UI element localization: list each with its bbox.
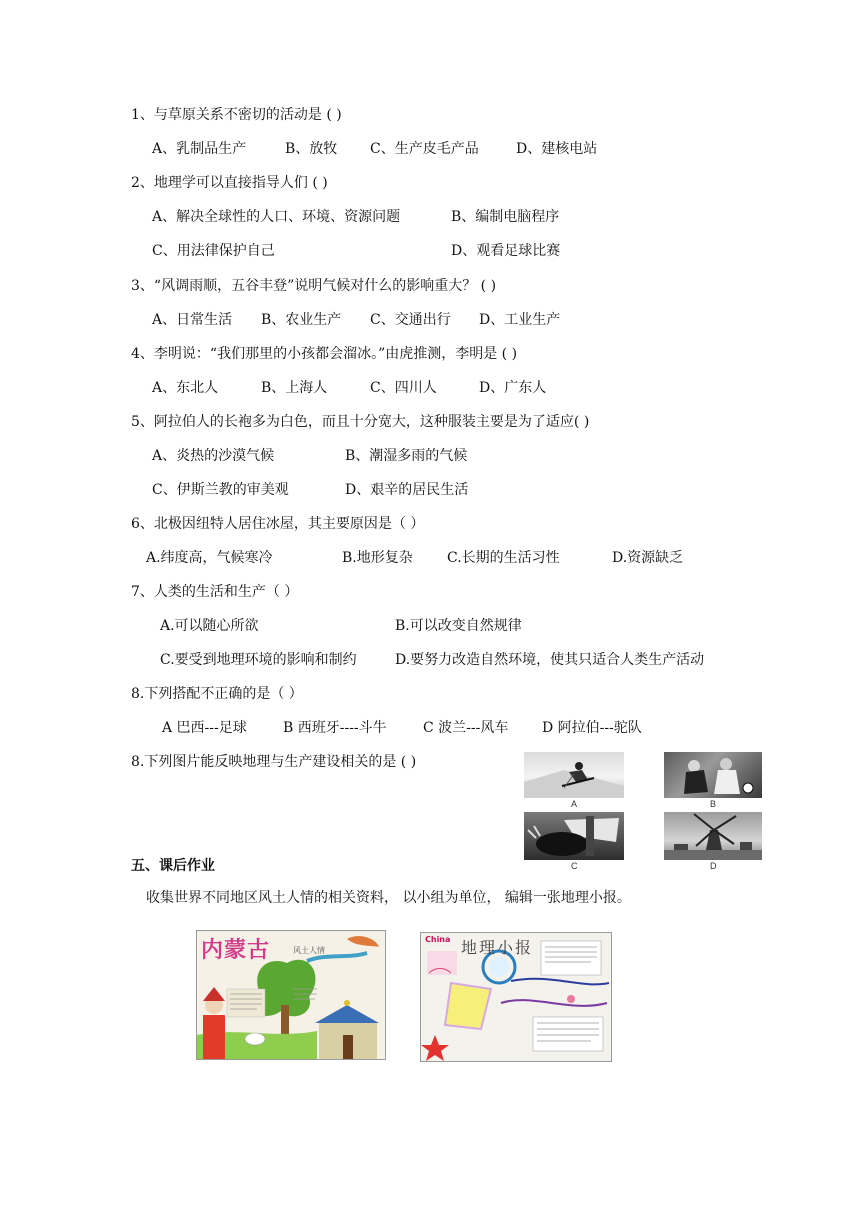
option-a: A、解决全球性的人口、环境、资源问题: [152, 209, 401, 225]
question-stem: 6、北极因纽特人居住冰屋，其主要原因是（ ）: [131, 516, 425, 532]
option-a: A、炎热的沙漠气候: [152, 448, 275, 464]
poster-left-title: 内蒙古: [201, 938, 271, 963]
option-c: C 波兰---风车: [423, 720, 509, 736]
question-stem: 3、“风调雨顺，五谷丰登”说明气候对什么的影响重大？ ( ): [131, 278, 497, 294]
poster-inner-mongolia: [196, 930, 386, 1060]
option-d: D、广东人: [479, 380, 547, 396]
option-a: A 巴西---足球: [162, 720, 247, 736]
option-d: D 阿拉伯---驼队: [542, 720, 642, 736]
option-d: D、建核电站: [516, 141, 598, 157]
option-c: C.要受到地理环境的影响和制约: [160, 652, 357, 668]
option-c: C.长期的生活习性: [447, 550, 560, 566]
poster-left-subtitle: 风土人情: [293, 946, 325, 955]
option-b: B、农业生产: [261, 312, 342, 328]
option-d: D.资源缺乏: [612, 550, 684, 566]
option-c: C、生产皮毛产品: [370, 141, 479, 157]
bull-icon: [524, 812, 624, 860]
option-a: A.可以随心所欲: [160, 618, 259, 634]
option-a: A、乳制品生产: [152, 141, 247, 157]
option-a: A.纬度高，气候寒冷: [146, 550, 273, 566]
question-stem: 1、与草原关系不密切的活动是 ( ): [131, 107, 342, 123]
option-d: D、观看足球比赛: [451, 243, 561, 259]
question-stem: 5、阿拉伯人的长袍多为白色，而且十分宽大，这种服装主要是为了适应( ): [131, 414, 590, 430]
question-stem: 8.下列搭配不正确的是（ ）: [131, 686, 303, 702]
option-b: B 西班牙----斗牛: [283, 720, 387, 736]
photo-d-windmill: [664, 812, 762, 860]
photo-a-skiing: [524, 752, 624, 798]
question-stem: 8.下列图片能反映地理与生产建设相关的是 ( ): [131, 754, 417, 770]
option-c: C、用法律保护自己: [152, 243, 275, 259]
homework-text: 收集世界不同地区风土人情的相关资料， 以小组为单位， 编辑一张地理小报。: [146, 890, 631, 906]
question-stem: 2、地理学可以直接指导人们 ( ): [131, 175, 328, 191]
option-b: B.可以改变自然规律: [395, 618, 522, 634]
option-b: B、编制电脑程序: [451, 209, 560, 225]
option-b: B、潮湿多雨的气候: [345, 448, 468, 464]
option-c: C、四川人: [370, 380, 437, 396]
option-b: B、放牧: [285, 141, 338, 157]
football-players-icon: [664, 752, 762, 798]
option-c: C、交通出行: [370, 312, 451, 328]
poster-geography-tabloid: [420, 932, 612, 1062]
option-d: D、工业生产: [479, 312, 561, 328]
section-title-homework: 五、课后作业: [131, 858, 215, 874]
option-d: D.要努力改造自然环境，使其只适合人类生产活动: [395, 652, 705, 668]
poster-right-badge: China: [425, 935, 451, 944]
option-a: A、日常生活: [152, 312, 233, 328]
photo-label-c: C: [571, 861, 578, 871]
option-c: C、伊斯兰教的审美观: [152, 482, 289, 498]
option-a: A、东北人: [152, 380, 219, 396]
question-stem: 4、李明说：“我们那里的小孩都会溜冰。”由虎推测，李明是 ( ): [131, 346, 518, 362]
question-stem: 7、人类的生活和生产（ ）: [131, 584, 299, 600]
photo-c-bullfight: [524, 812, 624, 860]
poster-right-title: 地理小报: [461, 938, 534, 957]
photo-label-a: A: [571, 799, 578, 809]
option-b: B、上海人: [261, 380, 328, 396]
photo-b-football: [664, 752, 762, 798]
option-b: B.地形复杂: [342, 550, 413, 566]
photo-label-d: D: [710, 861, 717, 871]
skier-icon: [524, 752, 624, 798]
windmill-icon: [664, 812, 762, 860]
option-d: D、艰辛的居民生活: [345, 482, 469, 498]
photo-label-b: B: [710, 799, 717, 809]
